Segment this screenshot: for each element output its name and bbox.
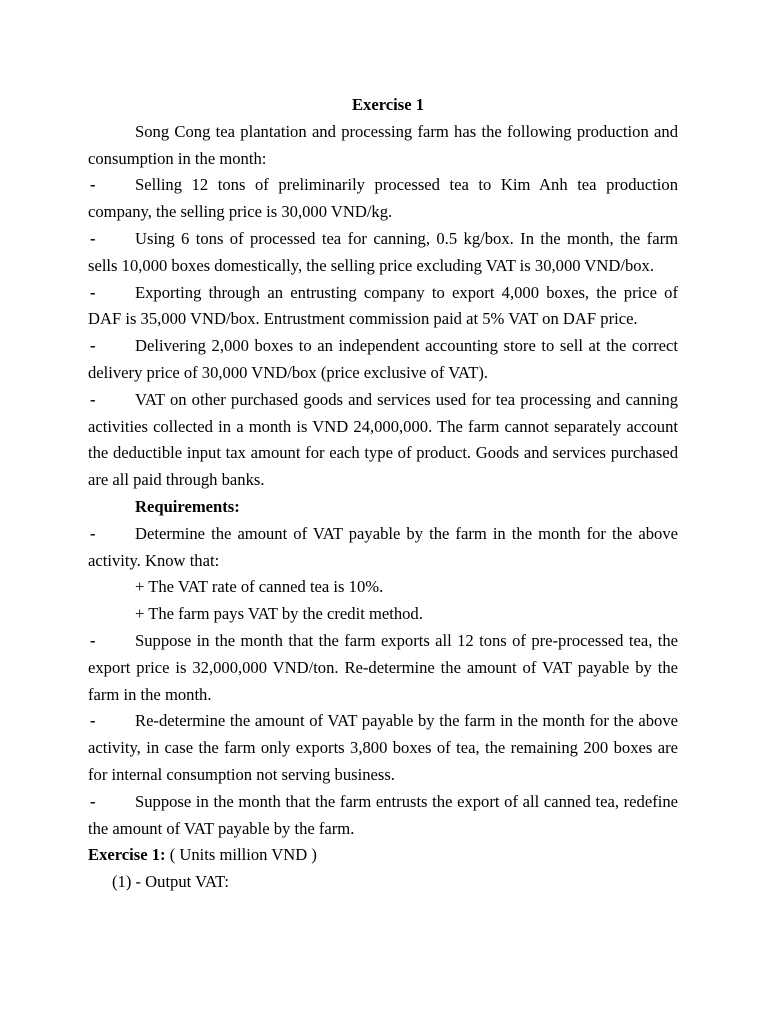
bullet-dash: - (90, 523, 96, 543)
requirement-item (88, 628, 678, 708)
list-item-text: Selling 12 tons of preliminarily processed tea to Kim Anh tea production company, the selling price is 30,000 VND/kg. (88, 175, 678, 222)
note-line: + The farm pays VAT by the credit method. (135, 604, 423, 624)
list-item (88, 387, 678, 494)
list-item-text: Using 6 tons of processed tea for canning, 0.5 kg/box. In the month, the farm sells 10,000 boxes domestically, the selling price excluding VAT is 30,000 VND/box. (88, 228, 678, 275)
note-line: + The VAT rate of canned tea is 10%. (135, 577, 384, 597)
answer-units: ( Units million VND ) (165, 845, 317, 865)
bullet-dash: - (90, 175, 96, 195)
intro-paragraph: Song Cong tea plantation and processing farm has the following production and consumption in the month: (88, 121, 678, 168)
answer-heading-line (88, 842, 678, 869)
exercise-title: Exercise 1 (351, 95, 425, 114)
bullet-dash: - (90, 282, 96, 302)
requirement-item (88, 789, 678, 843)
bullet-dash: - (90, 336, 96, 356)
requirement-item (88, 521, 678, 575)
list-item-text: VAT on other purchased goods and services used for tea processing and canning activities collected in a month is VND 24,000,000. The farm cannot separately account the deductible input tax amount for each type of product. Goods and services purchased are all paid through banks. (88, 389, 678, 490)
list-item-text: Delivering 2,000 boxes to an independent accounting store to sell at the correct delivery price of 30,000 VND/box (price exclusive of VAT). (88, 336, 678, 382)
bullet-dash: - (90, 389, 96, 409)
requirements-heading: Requirements: (135, 496, 240, 516)
answer-step: (1) - Output VAT: (112, 872, 230, 892)
requirement-text: Suppose in the month that the farm exports all 12 tons of pre-processed tea, the export price is 32,000,000 VND/ton. Re-determine the amount of VAT payable by the farm in the month. (88, 630, 678, 704)
list-item (88, 333, 678, 387)
bullet-dash: - (90, 791, 96, 811)
list-item (88, 226, 678, 280)
requirement-text: Suppose in the month that the farm entrusts the export of all canned tea, redefine the amount of VAT payable by the farm. (88, 791, 678, 838)
requirement-item (88, 708, 678, 788)
requirement-text: Re-determine the amount of VAT payable by the farm in the month for the above activity, in case the farm only exports 3,800 boxes of tea, the remaining 200 boxes are for internal consumption not serving business. (88, 711, 678, 784)
document-page (88, 92, 678, 896)
list-item (88, 280, 678, 334)
list-item (88, 172, 678, 226)
bullet-dash: - (90, 228, 96, 248)
requirement-text: Determine the amount of VAT payable by the farm in the month for the above activity. Know that: (88, 523, 678, 570)
answer-heading: Exercise 1: (88, 845, 166, 865)
bullet-dash: - (90, 711, 96, 731)
list-item-text: Exporting through an entrusting company to export 4,000 boxes, the price of DAF is 35,000 VND/box. Entrustment commission paid at 5% VAT on DAF price. (88, 282, 678, 329)
bullet-dash: - (90, 630, 96, 650)
